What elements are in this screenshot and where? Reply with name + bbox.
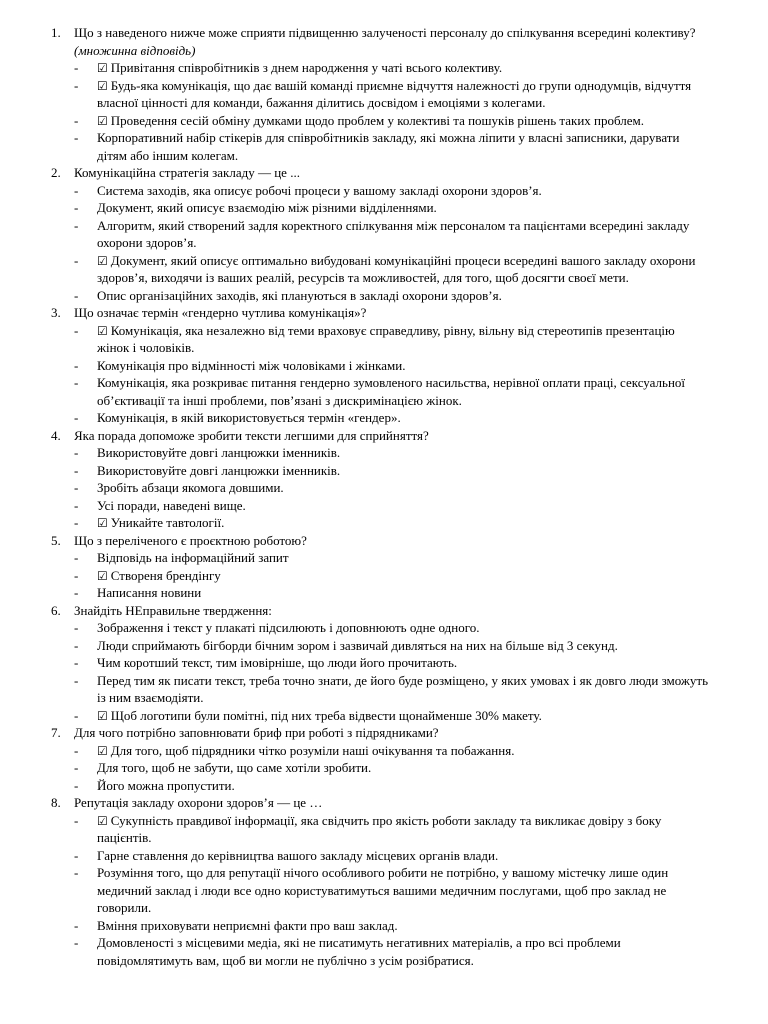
answer-item: - Документ, який описує взаємодію між різними відділеннями. xyxy=(74,200,437,215)
question-5 xyxy=(0,532,768,550)
question-number: 8. xyxy=(51,795,61,810)
answer-item: - ☑ Проведення сесій обміну думками щодо проблем у колективі та пошуків рішень таких проблем. xyxy=(74,112,645,128)
answer-item: - Комунікація, в якій використовується термін «гендер». xyxy=(74,410,401,425)
answer-item: - ☑ Привітання співробітників з днем народження у чаті всього колективу. xyxy=(74,60,503,75)
quiz-document xyxy=(0,24,768,969)
checkbox-checked-icon: ☑ xyxy=(97,253,108,268)
checkbox-checked-icon: ☑ xyxy=(97,323,108,338)
answer-item: - Перед тим як писати текст, треба точно знати, де його буде розміщено, у яких умовах і як довго люди зможуть із ним взаємодіяти. xyxy=(74,672,709,705)
checkbox-checked-icon: ☑ xyxy=(97,743,108,758)
answer-item: - Відповідь на інформаційний запит xyxy=(74,550,289,565)
question-number: 1. xyxy=(51,25,61,40)
answer-item: - Чим коротший текст, тим імовірніше, що люди його прочитають. xyxy=(74,655,458,670)
answer-item: - ☑ Створеня брендінгу xyxy=(74,567,221,583)
question-number: 6. xyxy=(51,602,61,618)
question-text: Комунікаційна стратегія закладу — це ... xyxy=(74,165,300,180)
answer-item: - Усі поради, наведені вище. xyxy=(74,497,246,513)
question-7 xyxy=(0,724,768,742)
question-number: 2. xyxy=(51,165,61,180)
question-3 xyxy=(0,304,768,322)
question-2 xyxy=(0,164,768,182)
question-number: 7. xyxy=(51,725,61,740)
question-text: Репутація закладу охорони здоров’я — це … xyxy=(74,795,323,810)
question-8 xyxy=(0,794,768,812)
checkbox-checked-icon: ☑ xyxy=(97,516,108,530)
question-text: Що з наведеного нижче може сприяти підвищенню залученості персоналу до спілкування всередині колективу? (множинна відповідь) xyxy=(74,25,696,58)
question-number: 5. xyxy=(51,532,61,548)
question-6 xyxy=(0,602,768,620)
question-text: Для чого потрібно заповнювати бриф при роботі з підрядниками? xyxy=(74,725,439,740)
answer-item: - Зображення і текст у плакаті підсилюють і доповнюють одне одного. xyxy=(74,620,480,635)
question-text: Що означає термін «гендерно чутлива комунікація»? xyxy=(74,305,367,320)
answer-item: - Вміння приховувати неприємні факти про ваш заклад. xyxy=(74,917,398,933)
answer-item: - ☑ Документ, який описує оптимально вибудовані комунікаційні процеси всередині вашого закладу охорони здоров’я, виходячи із ваших реалій, ресурсів та можливостей, для того, щоб досягти своєї мети. xyxy=(74,252,696,285)
checkbox-checked-icon: ☑ xyxy=(97,708,108,723)
answer-item: - Система заходів, яка описує робочі процеси у вашому закладі охорони здоров’я. xyxy=(74,182,542,198)
answer-item: - ☑ Комунікація, яка незалежно від теми враховує справедливу, рівну, вільну від стереотипів презентацію жінок і чоловіків. xyxy=(74,322,675,355)
question-1 xyxy=(0,24,768,59)
question-number: 4. xyxy=(51,427,61,443)
answer-item: - Люди сприймають бігборди бічним зором і зазвичай дивляться на них на більше від 3 секунд. xyxy=(74,637,618,653)
answer-item: - Написання новини xyxy=(74,585,202,600)
answer-item: - ☑ Сукупність правдивої інформації, яка свідчить про якість роботи закладу та викликає довіру з боку пацієнтів. xyxy=(74,812,662,845)
answer-item: - Домовленості з місцевими медіа, які не писатимуть негативних матеріалів, а про всі проблеми повідомлятимуть вам, щоб ви могли не публічно з усім розібратися. xyxy=(74,935,621,968)
checkbox-checked-icon: ☑ xyxy=(97,78,108,93)
answer-item: - Використовуйте довгі ланцюжки іменників. xyxy=(74,462,341,478)
answer-item: - Розуміння того, що для репутації нічого особливого робити не потрібно, у вашому містечку лише один медичний заклад і люди все одно користуватимуться вашими медичним послугами, щоб про заклад не говорили. xyxy=(74,865,669,915)
checkbox-checked-icon: ☑ xyxy=(97,813,108,828)
checkbox-checked-icon: ☑ xyxy=(97,568,108,583)
answer-item: - Алгоритм, який створений задля коректного спілкування між персоналом та пацієнтами всередині закладу охорони здоров’я. xyxy=(74,217,690,250)
answer-item: - ☑ Для того, щоб підрядники чітко розуміли наші очікування та побажання. xyxy=(74,742,515,758)
question-text: Знайдіть НЕправильне твердження: xyxy=(74,602,272,618)
answer-item: - ☑ Уникайте тавтології. xyxy=(74,515,225,530)
answer-item: - Зробіть абзаци якомога довшими. xyxy=(74,480,284,495)
checkbox-checked-icon: ☑ xyxy=(97,113,108,128)
answer-item: - Комунікація про відмінності між чоловіками і жінками. xyxy=(74,357,406,373)
question-text: Яка порада допоможе зробити тексти легшими для сприйняття? xyxy=(74,427,429,443)
answer-item: - Гарне ставлення до керівництва вашого закладу місцевих органів влади. xyxy=(74,847,499,863)
question-text: Що з переліченого є проєктною роботою? xyxy=(74,532,307,548)
answer-item: - Опис організаційних заходів, які плануються в закладі охорони здоров’я. xyxy=(74,287,502,303)
question-note: (множинна відповідь) xyxy=(74,42,196,58)
question-4 xyxy=(0,427,768,445)
answer-item: - ☑ Щоб логотипи були помітні, під них треба відвести щонайменше 30% макету. xyxy=(74,707,542,723)
answer-item: - Його можна пропустити. xyxy=(74,777,235,793)
answer-item: - ☑ Будь-яка комунікація, що дає вашій команді приємне відчуття належності до групи однодумців, відчуття власної цінності для команди, бажання ділитись досвідом і емоціями з колегами. xyxy=(74,77,692,110)
answer-item: - Комунікація, яка розкриває питання гендерно зумовленого насильства, нерівної оплати праці, сексуальної об’єктивації та інші проблеми, пов’язані з дискримінацією жінок. xyxy=(74,375,686,408)
answer-item: - Корпоративний набір стікерів для співробітників закладу, які можна ліпити у власні записники, дарувати дітям або іншим колегам. xyxy=(74,130,680,163)
question-number: 3. xyxy=(51,305,61,320)
checkbox-checked-icon: ☑ xyxy=(97,61,108,75)
answer-item: - Використовуйте довгі ланцюжки іменників. xyxy=(74,445,341,460)
answer-item: - Для того, щоб не забути, що саме хотіли зробити. xyxy=(74,760,372,775)
